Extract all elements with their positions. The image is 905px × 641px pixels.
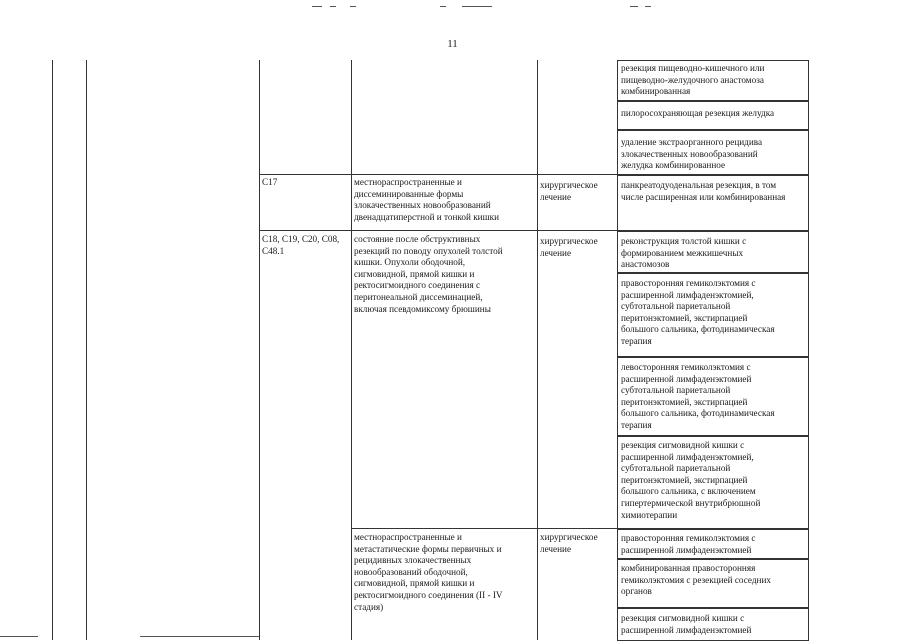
method-line: пищеводно-желудочного анастомоза <box>621 74 764 85</box>
method-line: расширенной лимфаденэктомией, <box>621 289 754 300</box>
method-line: большого сальника, с включением <box>621 486 756 497</box>
method-line: органов <box>621 586 652 597</box>
scan-mark <box>630 6 638 7</box>
method-cell <box>621 278 775 348</box>
method-line: перитонэктомией, экстирпацией <box>621 396 748 407</box>
description-line: перитонеальной диссеминацией, <box>354 291 483 302</box>
scan-mark <box>312 6 322 7</box>
method-cell <box>621 180 785 203</box>
scan-mark <box>330 6 336 7</box>
code-cell <box>262 234 339 257</box>
method-cell <box>621 533 755 556</box>
method-line: перитонэктомией, экстирпацией <box>621 474 748 485</box>
description-line: злокачественных новообразований <box>354 200 491 211</box>
col-divider <box>259 60 260 640</box>
code-cell: C17 <box>262 177 278 187</box>
code-line: C48.1 <box>262 245 285 256</box>
col-divider <box>52 60 53 640</box>
treatment-line: лечение <box>540 247 572 258</box>
scan-mark <box>462 6 492 7</box>
description-line: диссеминированные формы <box>354 188 464 199</box>
treatment-line: хирургическое <box>540 236 598 246</box>
method-line: панкреатодуоденальная резекция, в том <box>621 180 777 190</box>
description-line: двенадцатиперстной и тонкой кишки <box>354 211 500 222</box>
treatment-cell <box>540 236 598 259</box>
method-line: анастомозов <box>621 259 670 270</box>
description-line: местнораспространенные и <box>354 532 462 542</box>
description-line: ректосигмоидного соединения (II - IV <box>354 589 503 600</box>
method-line: гипертермической внутрибрюшной <box>621 497 761 508</box>
method-cell <box>621 362 775 432</box>
col-divider <box>351 60 352 640</box>
description-line: кишки. Опухоли ободочной, <box>354 257 466 268</box>
method-line: комбинированная правосторонняя <box>621 563 756 573</box>
method-line: терапия <box>621 335 652 346</box>
method-line: субтотальной париетальной <box>621 385 731 396</box>
method-line: большого сальника, фотодинамическая <box>621 324 775 335</box>
method-line: гемиколэктомия с резекцией соседних <box>621 574 771 585</box>
description-line: сигмовидной, прямой кишки и <box>354 268 475 279</box>
method-line: химиотерапии <box>621 509 678 520</box>
description-cell <box>354 532 503 613</box>
treatment-line: хирургическое <box>540 532 598 542</box>
scan-mark <box>645 6 651 7</box>
method-cell <box>621 63 764 98</box>
method-line: числе расширенная или комбинированная <box>621 191 786 202</box>
method-line: правосторонняя гемиколэктомия с <box>621 278 756 288</box>
method-line: желудка комбинированное <box>621 160 726 171</box>
treatment-line: лечение <box>540 543 572 554</box>
scan-mark <box>140 636 260 637</box>
method-cell <box>621 440 760 521</box>
method-line: расширенной лимфаденэктомией, <box>621 451 754 462</box>
method-line: субтотальной париетальной <box>621 301 731 312</box>
method-line: расширенной лимфаденэктомией <box>621 624 752 635</box>
method-line: перитонэктомией, экстирпацией <box>621 312 748 323</box>
method-cell <box>621 108 774 120</box>
method-line: резекция сигмовидной кишки с <box>621 613 745 623</box>
description-line: сигмовидной, прямой кишки и <box>354 578 475 589</box>
method-cell <box>621 613 751 636</box>
method-line: реконструкция толстой кишки с <box>621 236 747 246</box>
method-line: большого сальника, фотодинамическая <box>621 408 775 419</box>
method-line: комбинированная <box>621 86 691 97</box>
scan-mark <box>350 6 356 7</box>
method-line: расширенной лимфаденэктомией <box>621 373 752 384</box>
scan-mark <box>0 636 38 637</box>
description-line: включая псевдомиксому брюшины <box>354 303 491 314</box>
method-line: злокачественных новообразований <box>621 148 758 159</box>
description-line: резекций по поводу опухолей толстой <box>354 245 503 256</box>
method-cell <box>621 236 746 271</box>
page-number: 11 <box>447 38 458 50</box>
description-cell <box>354 177 499 223</box>
method-line: резекция пищеводно-кишечного или <box>621 63 765 73</box>
method-line: расширенной лимфаденэктомией <box>621 544 752 555</box>
method-line: субтотальной париетальной <box>621 463 731 474</box>
method-line: правосторонняя гемиколэктомия с <box>621 533 756 543</box>
method-line: терапия <box>621 419 652 430</box>
method-line: удаление экстраорганного рецидива <box>621 137 763 147</box>
method-line: формированием межкишечных <box>621 247 744 258</box>
description-line: ректосигмоидного соединения с <box>354 280 481 291</box>
description-line: новообразований ободочной, <box>354 566 468 577</box>
description-line: состояние после обструктивных <box>354 234 481 244</box>
description-line: рецидивных злокачественных <box>354 555 472 566</box>
treatment-line: хирургическое <box>540 180 598 190</box>
description-line: стадия) <box>354 601 384 612</box>
col-divider <box>537 60 538 640</box>
description-line: метастатические формы первичных и <box>354 543 502 554</box>
scan-mark <box>440 6 446 7</box>
method-line: резекция сигмовидной кишки с <box>621 440 745 450</box>
col-divider <box>86 60 87 640</box>
method-cell <box>621 563 771 598</box>
method-line: левосторонняя гемиколэктомия с <box>621 362 751 372</box>
treatment-line: лечение <box>540 191 572 202</box>
description-line: местнораспространенные и <box>354 177 462 187</box>
treatment-cell <box>540 532 598 555</box>
description-cell <box>354 234 503 315</box>
treatment-cell <box>540 180 598 203</box>
method-line: пилоросохраняющая резекция желудка <box>621 108 775 118</box>
code-line: C18, C19, C20, C08, <box>262 234 340 244</box>
method-cell <box>621 137 762 172</box>
